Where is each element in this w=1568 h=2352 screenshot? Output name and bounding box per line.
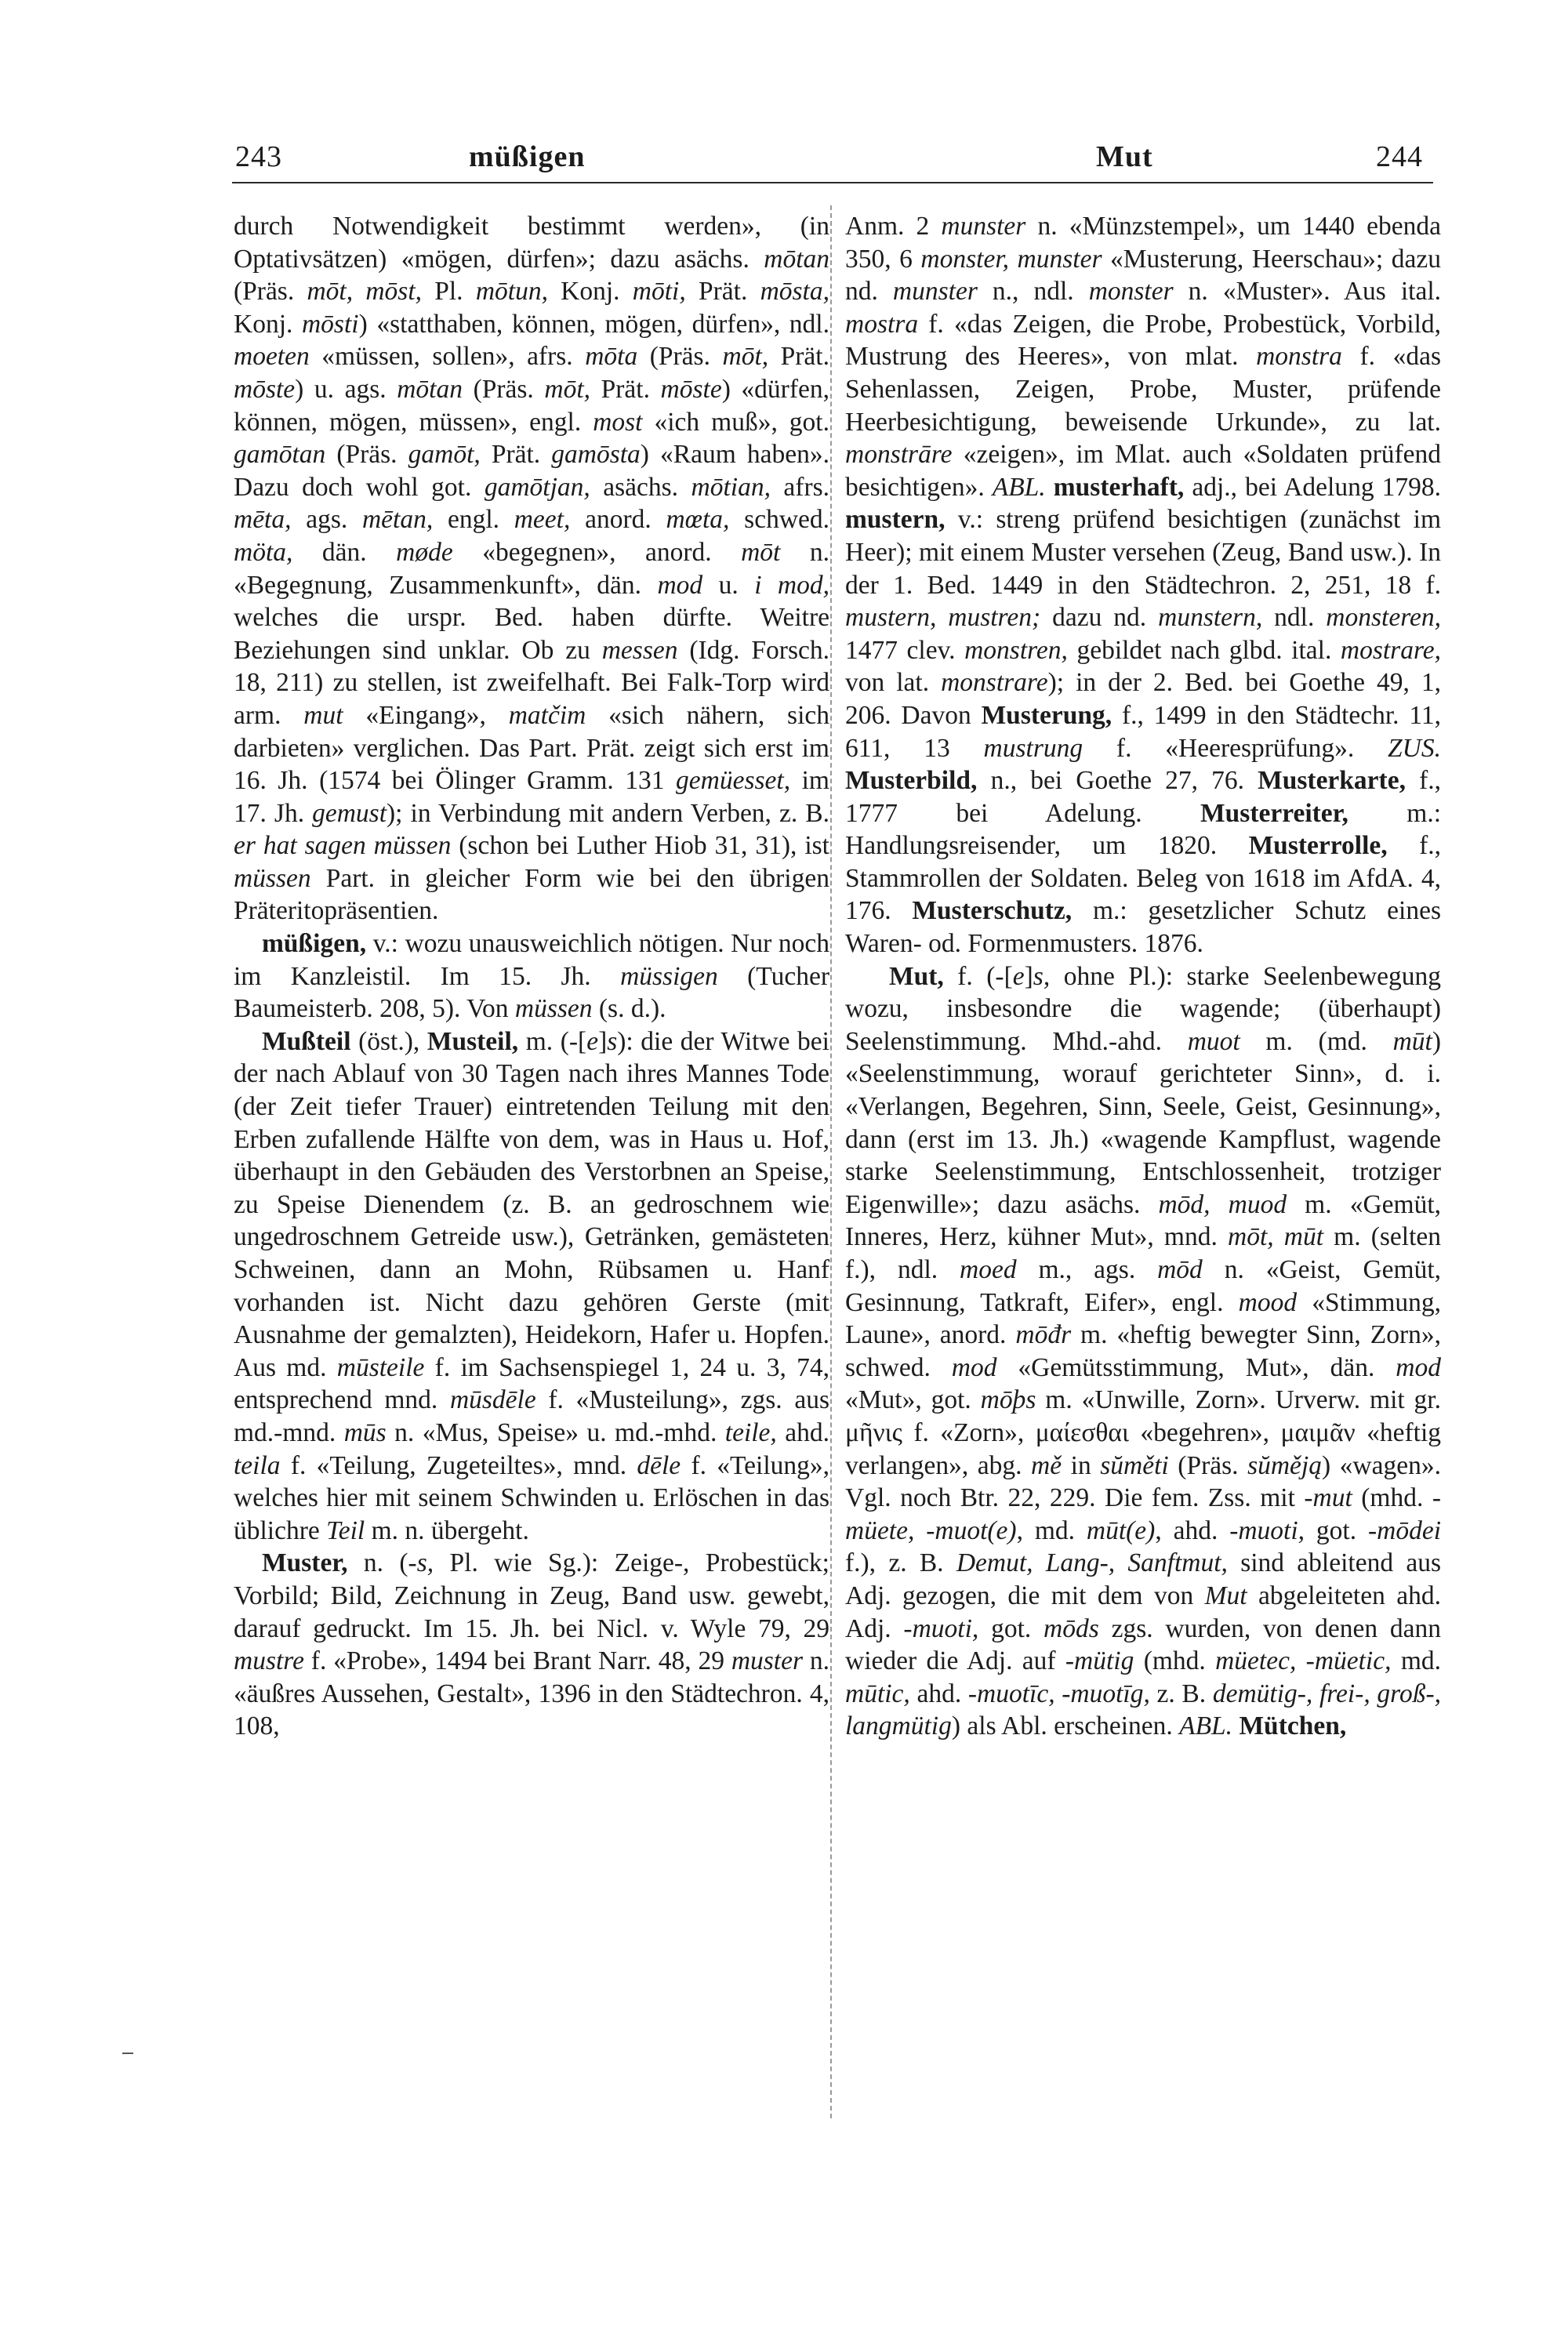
header-rule (232, 182, 1433, 183)
column-divider (830, 205, 832, 2118)
right-column (845, 210, 1441, 1743)
left-column-paragraph: müßigen, v.: wozu unausweichlich nötigen. Nur noch im Kanzleistil. Im 15. Jh. müssigen (Tucher Baumeisterb. 208, 5). Von müssen (s. d.). (234, 929, 829, 1024)
right-running-headword: Mut (1096, 140, 1153, 173)
left-column-paragraph: durch Notwendigkeit bestimmt werden», (in Optativsätzen) «mögen, dürfen»; dazu asächs. mōtan (Präs. mōt, mōst, Pl. mōtun, Konj. mōti, Prät. mōsta, Konj. mōsti) «statthaben, können, mögen, dürfen», ndl. moeten «müssen, sollen», afrs. mōta (Präs. mōt, Prät. mōste) u. ags. mōtan (Präs. mōt, Prät. mōste) «dürfen, können, mögen, müssen», engl. most «ich muß», got. gamōtan (Präs. gamōt, Prät. gamōsta) «Raum haben». Dazu doch wohl got. gamōtjan, asächs. mōtian, afrs. mēta, ags. mētan, engl. meet, anord. mœta, schwed. möta, dän. møde «begegnen», anord. mōt n. «Begegnung, Zusammenkunft», dän. mod u. i mod, welches die urspr. Bed. haben dürfte. Weitre Beziehungen sind unklar. Ob zu messen (Idg. Forsch. 18, 211) zu stellen, ist zweifelhaft. Bei Falk-Torp wird arm. mut «Eingang», matčim «sich nähern, sich darbieten» verglichen. Das Part. Prät. zeigt sich erst im 16. Jh. (1574 bei Ölinger Gramm. 131 gemüesset, im 17. Jh. gemust); in Verbindung mit andern Verben, z. B. er hat sagen müssen (schon bei Luther Hiob 31, 31), ist müssen Part. in gleicher Form wie bei den übrigen Präteritopräsentien. (234, 212, 830, 926)
left-page-number: 243 (235, 140, 282, 173)
margin-mark (122, 2053, 133, 2054)
right-column-paragraph: Anm. 2 munster n. «Münzstempel», um 1440 ebenda 350, 6 monster, munster «Musterung, Heerschau»; dazu nd. munster n., ndl. monster n. «Muster». Aus ital. mostra f. «das Zeigen, die Probe, Probestück, Vorbild, Mustrung des Heeres», von mlat. monstra f. «das Sehenlassen, Zeigen, Probe, Muster, prüfende Heerbesichtigung, beweisende Urkunde», zu lat. monstrāre «zeigen», im Mlat. auch «Soldaten prüfend besichtigen». ABL. musterhaft, adj., bei Adelung 1798. mustern, v.: streng prüfend besichtigen (zunächst im Heer); mit einem Muster versehen (Zeug, Band usw.). In der 1. Bed. 1449 in den Städtechron. 2, 251, 18 f. mustern, mustren; dazu nd. munstern, ndl. monsteren, 1477 clev. monstren, gebildet nach glbd. ital. mostrare, von lat. monstrare); in der 2. Bed. bei Goethe 49, 1, 206. Davon Musterung, f., 1499 in den Städtechr. 11, 611, 13 mustrung f. «Heeresprüfung». ZUS. Musterbild, n., bei Goethe 27, 76. Musterkarte, f., 1777 bei Adelung. Musterreiter, m.: Handlungsreisender, um 1820. Musterrolle, f., Stammrollen der Soldaten. Beleg von 1618 im AfdA. 4, 176. Musterschutz, m.: gesetzlicher Schutz eines Waren- od. Formenmusters. 1876. (845, 212, 1442, 959)
right-page-number: 244 (1376, 140, 1423, 173)
right-column-paragraph: Mut, f. (-[e]s, ohne Pl.): starke Seelenbewegung wozu, insbesondre die wagende; (überhaupt) Seelenstimmung. Mhd.-ahd. muot m. (md. mūt) «Seelenstimmung, worauf gerichteter Sinn», d. i. «Verlangen, Begehren, Sinn, Seele, Geist, Gesinnung», dann (erst im 13. Jh.) «wagende Kampflust, wagende starke Seelenstimmung, Entschlossenheit, trotziger Eigenwille»; dazu asächs. mōd, muod m. «Gemüt, Inneres, Herz, kühner Mut», mnd. mōt, mūt m. (selten f.), ndl. moed m., ags. mōd n. «Geist, Gemüt, Gesinnung, Tatkraft, Eifer», engl. mood «Stimmung, Laune», anord. mōđr m. «heftig bewegter Sinn, Zorn», schwed. mod «Gemütsstimmung, Mut», dän. mod «Mut», got. mōþs m. «Unwille, Zorn». Urverw. mit gr. μῆνις f. «Zorn», μαίεσθαι «begehren», μαιμᾶν «heftig verlangen», abg. mě in sŭměti (Präs. sŭměją) «wagen». Vgl. noch Btr. 22, 229. Die fem. Zss. mit -mut (mhd. -müete, -muot(e), md. mūt(e), ahd. -muoti, got. -mōdei f.), z. B. Demut, Lang-, Sanftmut, sind ableitend aus Adj. gezogen, die mit dem von Mut abgeleiteten ahd. Adj. -muoti, got. mōds zgs. wurden, von denen dann wieder die Adj. auf -mütig (mhd. müetec, -müetic, md. mūtic, ahd. -muotīc, -muotīg, z. B. demütig-, frei-, groß-, langmütig) als Abl. erscheinen. ABL. Mütchen, (845, 961, 1442, 1741)
left-running-headword: müßigen (469, 140, 586, 173)
left-column-paragraph: Muster, n. (-s, Pl. wie Sg.): Zeige-, Probestück; Vorbild; Bild, Zeichnung in Zeug, Band usw. gewebt, darauf gedruckt. Im 15. Jh. bei Nicl. v. Wyle 79, 29 mustre f. «Probe», 1494 bei Brant Narr. 48, 29 muster n. «äußres Aussehen, Gestalt», 1396 in den Städtechron. 4, 108, (234, 1548, 829, 1741)
left-column (234, 210, 829, 1743)
left-column-paragraph: Mußteil (öst.), Musteil, m. (-[e]s): die der Witwe bei der nach Ablauf von 30 Tagen nach ihres Mannes Tode (der Zeit tiefer Trauer) eintretenden Teilung mit den Erben zufallende Hälfte von dem, was in Haus u. Hof, überhaupt in den Gebäuden des Verstorbnen an Speise, zu Speise Dienendem (z. B. an gedroschnem wie ungedroschnem Getreide usw.), Getränken, gemästeten Schweinen, dann an Mohn, Rübsamen u. Hanf vorhanden ist. Nicht dazu gehören Gerste (mit Ausnahme der gemalzten), Heidekorn, Hafer u. Hopfen. Aus md. mūsteile f. im Sachsenspiegel 1, 24 u. 3, 74, entsprechend mnd. mūsdēle f. «Musteilung», zgs. aus md.-mnd. mūs n. «Mus, Speise» u. md.-mhd. teile, ahd. teila f. «Teilung, Zugeteiltes», mnd. dēle f. «Teilung», welches hier mit seinem Schwinden u. Erlöschen in das üblichre Teil m. n. übergeht. (234, 1026, 830, 1545)
